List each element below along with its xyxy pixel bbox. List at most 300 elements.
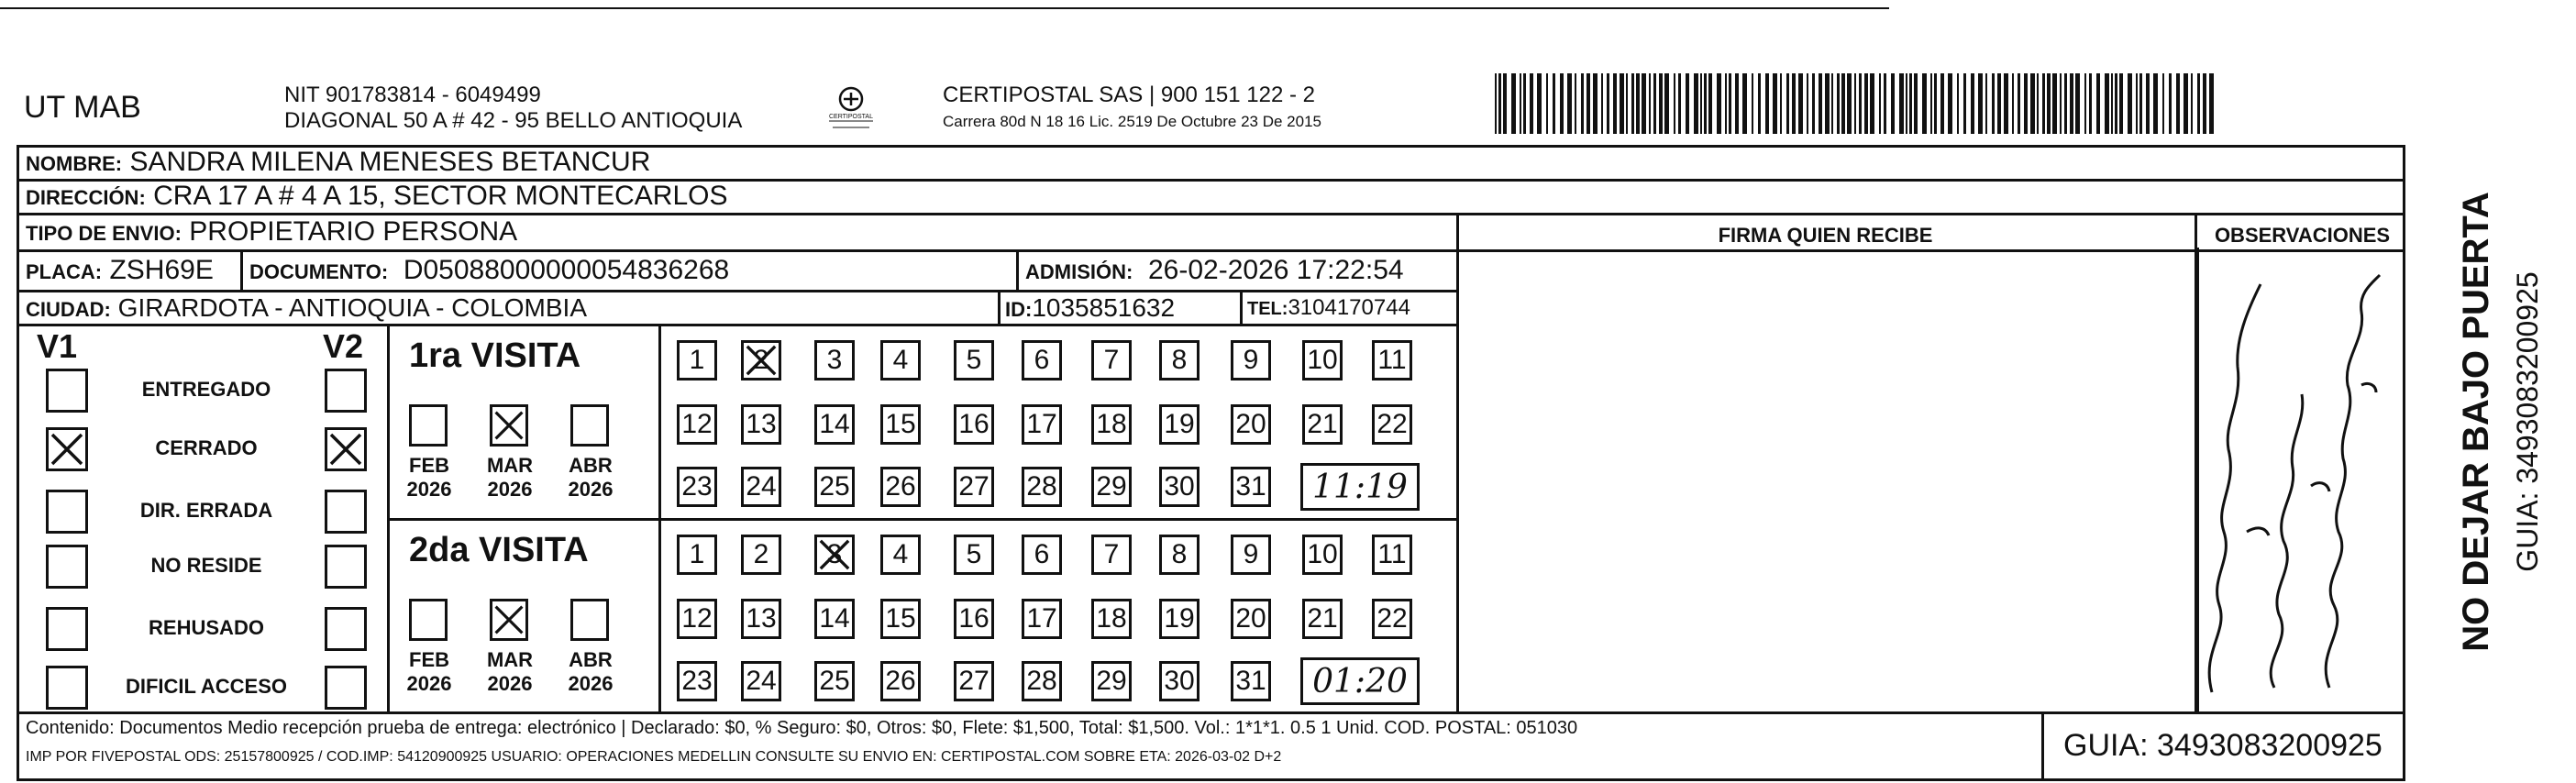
cell-rule bbox=[1016, 249, 1019, 290]
v2-checkbox[interactable] bbox=[325, 490, 367, 534]
side-warning: NO DEJAR BAJO PUERTA bbox=[2456, 192, 2496, 652]
day-checkbox[interactable] bbox=[814, 599, 855, 639]
barcode-bar bbox=[2096, 73, 2100, 134]
id-value: 1035851632 bbox=[1032, 293, 1176, 322]
day-number: 5 bbox=[966, 539, 982, 569]
day-number: 25 bbox=[819, 666, 850, 696]
day-number: 15 bbox=[885, 603, 916, 634]
day-checkbox[interactable] bbox=[1231, 661, 1271, 701]
month-name: FEB bbox=[409, 648, 449, 671]
day-checkbox[interactable] bbox=[880, 661, 921, 701]
barcode-bar bbox=[2018, 73, 2020, 134]
day-checkbox[interactable] bbox=[880, 599, 921, 639]
documento-value: D05088000000054836268 bbox=[403, 255, 730, 285]
side-guia: GUIA: 3493083200925 bbox=[2511, 271, 2544, 572]
day-checkbox[interactable] bbox=[1302, 340, 1343, 380]
barcode-bar bbox=[1520, 73, 1521, 134]
check-mark-icon bbox=[492, 407, 525, 444]
barcode-bar bbox=[1686, 73, 1689, 134]
day-checkbox[interactable] bbox=[954, 404, 994, 445]
cell-rule bbox=[240, 249, 243, 290]
v1-checkbox[interactable] bbox=[46, 666, 88, 710]
barcode bbox=[1495, 73, 2219, 134]
day-number: 26 bbox=[885, 666, 916, 696]
check-mark-icon bbox=[327, 430, 364, 469]
barcode-bar bbox=[2119, 73, 2123, 134]
barcode-bar bbox=[1708, 73, 1712, 134]
barcode-bar bbox=[1992, 73, 1995, 134]
day-checkbox[interactable] bbox=[1091, 404, 1132, 445]
month-name: ABR bbox=[569, 454, 613, 477]
ciudad-label: CIUDAD: bbox=[26, 298, 111, 321]
v1-checkbox[interactable] bbox=[46, 545, 88, 589]
day-number: 30 bbox=[1164, 471, 1195, 502]
day-checkbox[interactable] bbox=[1091, 599, 1132, 639]
day-number: 31 bbox=[1235, 666, 1266, 696]
day-number: 29 bbox=[1096, 471, 1127, 502]
tipo-label: TIPO DE ENVIO: bbox=[26, 222, 182, 245]
day-number: 5 bbox=[966, 345, 982, 375]
barcode-bar bbox=[1914, 73, 1918, 134]
barcode-bar bbox=[2203, 73, 2206, 134]
barcode-bar bbox=[1498, 73, 1501, 134]
cell-rule bbox=[1240, 290, 1243, 324]
day-checkbox[interactable] bbox=[1091, 467, 1132, 507]
company-license: Carrera 80d N 18 16 Lic. 2519 De Octubre 23 De 2015 bbox=[943, 113, 1321, 130]
row-rule bbox=[17, 324, 1456, 326]
barcode-bar bbox=[1511, 73, 1516, 134]
day-number: 9 bbox=[1243, 539, 1259, 569]
direccion-label: DIRECCIÓN: bbox=[26, 186, 146, 209]
day-number: 7 bbox=[1103, 539, 1120, 569]
barcode-bar bbox=[1495, 73, 1497, 134]
barcode-bar bbox=[2084, 73, 2086, 134]
barcode-bar bbox=[2128, 73, 2132, 134]
barcode-bar bbox=[2030, 73, 2035, 134]
barcode-bar bbox=[2075, 73, 2080, 134]
barcode-bar bbox=[1704, 73, 1707, 134]
barcode-bar bbox=[1613, 73, 1617, 134]
day-checkbox[interactable] bbox=[1372, 535, 1412, 575]
day-checkbox[interactable] bbox=[954, 599, 994, 639]
day-checkbox[interactable] bbox=[1022, 340, 1062, 380]
visit-divider bbox=[387, 518, 1456, 521]
barcode-bar bbox=[1560, 73, 1564, 134]
barcode-bar bbox=[1553, 73, 1555, 134]
day-checkbox[interactable] bbox=[880, 340, 921, 380]
documento-label: DOCUMENTO: bbox=[249, 260, 389, 283]
month-year: 2026 bbox=[487, 478, 533, 501]
barcode-bar bbox=[1780, 73, 1782, 134]
barcode-bar bbox=[2024, 73, 2028, 134]
barcode-bar bbox=[1934, 73, 1937, 134]
v1-checkbox[interactable] bbox=[46, 490, 88, 534]
barcode-bar bbox=[2162, 73, 2164, 134]
day-checkbox[interactable] bbox=[814, 535, 855, 575]
month-name: ABR bbox=[569, 648, 613, 671]
barcode-bar bbox=[2052, 73, 2057, 134]
day-number: 22 bbox=[1376, 409, 1408, 439]
barcode-bar bbox=[1678, 73, 1681, 134]
barcode-bar bbox=[2115, 73, 2117, 134]
row-rule bbox=[17, 249, 2405, 252]
day-number: 10 bbox=[1307, 345, 1338, 375]
company-name: CERTIPOSTAL SAS | 900 151 122 - 2 bbox=[943, 83, 1315, 107]
day-checkbox[interactable] bbox=[1302, 535, 1343, 575]
month-checkbox[interactable] bbox=[409, 404, 448, 447]
day-checkbox[interactable] bbox=[741, 340, 781, 380]
day-checkbox[interactable] bbox=[1091, 340, 1132, 380]
day-number: 1 bbox=[689, 345, 705, 375]
day-checkbox[interactable] bbox=[1022, 467, 1062, 507]
month-name: MAR bbox=[486, 648, 534, 671]
barcode-bar bbox=[1891, 73, 1895, 134]
barcode-bar bbox=[2037, 73, 2039, 134]
day-number: 25 bbox=[819, 471, 850, 502]
barcode-bar bbox=[2111, 73, 2113, 134]
barcode-bar bbox=[2153, 73, 2158, 134]
day-number: 6 bbox=[1034, 539, 1050, 569]
barcode-bar bbox=[1694, 73, 1698, 134]
barcode-bar bbox=[2197, 73, 2200, 134]
day-number: 26 bbox=[885, 471, 916, 502]
placa-label: PLACA: bbox=[26, 260, 103, 283]
v2-checkbox[interactable] bbox=[325, 666, 367, 710]
barcode-bar bbox=[1717, 73, 1721, 134]
day-checkbox[interactable] bbox=[741, 467, 781, 507]
day-number: 3 bbox=[826, 345, 843, 375]
barcode-bar bbox=[1940, 73, 1944, 134]
day-checkbox[interactable] bbox=[954, 467, 994, 507]
barcode-bar bbox=[1530, 73, 1533, 134]
day-number: 4 bbox=[892, 539, 909, 569]
v2-checkbox[interactable] bbox=[325, 427, 367, 471]
nombre-value: SANDRA MILENA MENESES BETANCUR bbox=[129, 147, 651, 177]
barcode-bar bbox=[1870, 73, 1874, 134]
day-number: 21 bbox=[1307, 409, 1338, 439]
day-checkbox[interactable] bbox=[1159, 404, 1200, 445]
barcode-bar bbox=[1985, 73, 1987, 134]
barcode-bar bbox=[1601, 73, 1603, 134]
barcode-bar bbox=[1729, 73, 1731, 134]
day-checkbox[interactable] bbox=[1159, 340, 1200, 380]
barcode-bar bbox=[1831, 73, 1833, 134]
barcode-bar bbox=[1725, 73, 1727, 134]
check-mark-icon bbox=[817, 537, 852, 572]
month-checkbox[interactable] bbox=[570, 599, 609, 641]
day-number: 1 bbox=[689, 539, 705, 569]
barcode-bar bbox=[1607, 73, 1609, 134]
day-number: 21 bbox=[1307, 603, 1338, 634]
day-number: 11 bbox=[1377, 539, 1407, 569]
day-number: 16 bbox=[958, 409, 989, 439]
barcode-bar bbox=[2004, 73, 2008, 134]
day-checkbox[interactable] bbox=[677, 467, 717, 507]
month-name: FEB bbox=[409, 454, 449, 477]
day-checkbox[interactable] bbox=[1231, 404, 1271, 445]
day-checkbox[interactable] bbox=[677, 661, 717, 701]
footer-contenido: Contenido: Documentos Medio recepción prueba de entrega: electrónico | Declarado: $0, % Seguro: $0, Otros: $0, Flete: $1,500, Total: $1,500. Vol.: 1*1*1. 0.5 1 Unid. COD. POSTAL: 051030 bbox=[26, 718, 1578, 738]
observaciones-handwriting bbox=[2192, 257, 2403, 706]
day-number: 6 bbox=[1034, 345, 1050, 375]
day-number: 28 bbox=[1026, 666, 1057, 696]
day-checkbox[interactable] bbox=[1159, 599, 1200, 639]
v1-checkbox[interactable] bbox=[46, 607, 88, 651]
day-number: 2 bbox=[753, 345, 769, 375]
barcode-bar bbox=[2191, 73, 2193, 134]
day-checkbox[interactable] bbox=[741, 599, 781, 639]
day-checkbox[interactable] bbox=[1022, 661, 1062, 701]
day-number: 12 bbox=[681, 409, 713, 439]
visit-time: 11:19 bbox=[1312, 468, 1408, 506]
top-rule bbox=[0, 7, 1889, 9]
month-checkbox[interactable] bbox=[490, 599, 528, 641]
barcode-bar bbox=[1642, 73, 1646, 134]
day-checkbox[interactable] bbox=[880, 404, 921, 445]
check-mark-icon bbox=[492, 601, 525, 638]
month-year: 2026 bbox=[406, 672, 452, 695]
v2-checkbox[interactable] bbox=[325, 545, 367, 589]
barcode-bar bbox=[1587, 73, 1590, 134]
barcode-bar bbox=[2060, 73, 2062, 134]
day-number: 13 bbox=[746, 409, 777, 439]
month-year: 2026 bbox=[568, 672, 614, 695]
day-number: 9 bbox=[1243, 345, 1259, 375]
day-checkbox[interactable] bbox=[814, 661, 855, 701]
observaciones-label: OBSERVACIONES bbox=[2214, 224, 2391, 247]
logo-text: CERTIPOSTAL bbox=[829, 114, 873, 120]
day-number: 24 bbox=[746, 666, 777, 696]
cell-rule bbox=[998, 290, 1001, 324]
barcode-bar bbox=[1879, 73, 1881, 134]
day-number: 17 bbox=[1026, 409, 1057, 439]
day-checkbox[interactable] bbox=[1302, 404, 1343, 445]
barcode-bar bbox=[1575, 73, 1576, 134]
day-number: 27 bbox=[958, 471, 989, 502]
month-name: MAR bbox=[486, 454, 534, 477]
day-checkbox[interactable] bbox=[741, 535, 781, 575]
day-checkbox[interactable] bbox=[1372, 404, 1412, 445]
placa-value: ZSH69E bbox=[109, 255, 214, 285]
day-number: 7 bbox=[1103, 345, 1120, 375]
barcode-bar bbox=[1786, 73, 1789, 134]
day-number: 20 bbox=[1235, 603, 1266, 634]
tel-label: TEL: bbox=[1247, 299, 1288, 319]
barcode-bar bbox=[2136, 73, 2138, 134]
day-number: 30 bbox=[1164, 666, 1195, 696]
barcode-bar bbox=[1503, 73, 1507, 134]
day-checkbox[interactable] bbox=[880, 467, 921, 507]
day-number: 16 bbox=[958, 603, 989, 634]
day-checkbox[interactable] bbox=[814, 340, 855, 380]
barcode-bar bbox=[1971, 73, 1974, 134]
v1-checkbox[interactable] bbox=[46, 369, 88, 413]
footer-rule bbox=[17, 711, 2405, 714]
status-label: ENTREGADO bbox=[141, 378, 271, 401]
footer-imp: IMP POR FIVEPOSTAL ODS: 25157800925 / COD.IMP: 54120900925 USUARIO: OPERACIONES MEDELLIN CONSULTE SU ENVIO EN: CERTIPOSTAL.COM SOBRE ETA: 2026-03-02 D+2 bbox=[26, 749, 1282, 765]
barcode-bar bbox=[1742, 73, 1747, 134]
barcode-bar bbox=[1674, 73, 1675, 134]
day-checkbox[interactable] bbox=[677, 404, 717, 445]
day-checkbox[interactable] bbox=[1159, 661, 1200, 701]
barcode-bar bbox=[1978, 73, 1983, 134]
barcode-bar bbox=[2042, 73, 2045, 134]
ciudad-value: GIRARDOTA - ANTIOQUIA - COLOMBIA bbox=[117, 293, 587, 322]
nombre-label: NOMBRE: bbox=[26, 152, 123, 175]
barcode-bar bbox=[2139, 73, 2142, 134]
barcode-bar bbox=[1700, 73, 1702, 134]
visit-time: 01:20 bbox=[1312, 662, 1408, 700]
day-checkbox[interactable] bbox=[1231, 599, 1271, 639]
barcode-bar bbox=[2070, 73, 2073, 134]
day-number: 31 bbox=[1235, 471, 1266, 502]
day-number: 23 bbox=[681, 666, 713, 696]
guia-rule bbox=[2041, 711, 2044, 781]
sender-name: UT MAB bbox=[24, 90, 141, 125]
barcode-bar bbox=[1620, 73, 1624, 134]
barcode-bar bbox=[1792, 73, 1796, 134]
sender-address: DIAGONAL 50 A # 42 - 95 BELLO ANTIOQUIA bbox=[284, 108, 743, 133]
day-checkbox[interactable] bbox=[677, 340, 717, 380]
barcode-bar bbox=[1537, 73, 1542, 134]
day-number: 14 bbox=[819, 409, 850, 439]
barcode-bar bbox=[1581, 73, 1584, 134]
day-checkbox[interactable] bbox=[1091, 535, 1132, 575]
barcode-bar bbox=[1963, 73, 1966, 134]
day-checkbox[interactable] bbox=[741, 661, 781, 701]
day-checkbox[interactable] bbox=[1091, 661, 1132, 701]
barcode-bar bbox=[1758, 73, 1761, 134]
day-number: 2 bbox=[753, 539, 769, 569]
v2-checkbox[interactable] bbox=[325, 369, 367, 413]
barcode-bar bbox=[1752, 73, 1753, 134]
status-label: DIR. ERRADA bbox=[139, 499, 273, 522]
barcode-bar bbox=[1854, 73, 1856, 134]
barcode-bar bbox=[1626, 73, 1628, 134]
day-checkbox[interactable] bbox=[1372, 599, 1412, 639]
barcode-bar bbox=[2089, 73, 2092, 134]
day-number: 12 bbox=[681, 603, 713, 634]
day-checkbox[interactable] bbox=[1159, 467, 1200, 507]
day-checkbox[interactable] bbox=[1022, 404, 1062, 445]
firma-label: FIRMA QUIEN RECIBE bbox=[1718, 224, 1933, 247]
day-checkbox[interactable] bbox=[954, 340, 994, 380]
barcode-bar bbox=[1798, 73, 1803, 134]
day-checkbox[interactable] bbox=[741, 404, 781, 445]
barcode-bar bbox=[1899, 73, 1904, 134]
barcode-bar bbox=[1847, 73, 1852, 134]
barcode-bar bbox=[1841, 73, 1845, 134]
barcode-bar bbox=[1593, 73, 1598, 134]
day-checkbox[interactable] bbox=[1022, 535, 1062, 575]
barcode-bar bbox=[1812, 73, 1815, 134]
day-number: 18 bbox=[1096, 409, 1127, 439]
status-label: NO RESIDE bbox=[150, 554, 262, 577]
barcode-bar bbox=[2184, 73, 2188, 134]
month-checkbox[interactable] bbox=[409, 599, 448, 641]
barcode-bar bbox=[1765, 73, 1769, 134]
day-number: 29 bbox=[1096, 666, 1127, 696]
day-number: 24 bbox=[746, 471, 777, 502]
barcode-bar bbox=[2064, 73, 2067, 134]
barcode-bar bbox=[1523, 73, 1526, 134]
day-number: 18 bbox=[1096, 603, 1127, 634]
day-checkbox[interactable] bbox=[880, 535, 921, 575]
visit-time-box[interactable] bbox=[1300, 463, 1420, 511]
barcode-bar bbox=[1649, 73, 1651, 134]
month-checkbox[interactable] bbox=[490, 404, 528, 447]
certipostal-logo bbox=[824, 84, 879, 132]
barcode-bar bbox=[2012, 73, 2014, 134]
barcode-bar bbox=[1930, 73, 1932, 134]
barcode-bar bbox=[2176, 73, 2180, 134]
day-number: 20 bbox=[1235, 409, 1266, 439]
month-year: 2026 bbox=[406, 478, 452, 501]
day-number: 13 bbox=[746, 603, 777, 634]
v2-label: V2 bbox=[323, 327, 364, 365]
barcode-bar bbox=[1922, 73, 1927, 134]
day-checkbox[interactable] bbox=[954, 535, 994, 575]
barcode-bar bbox=[2047, 73, 2051, 134]
barcode-bar bbox=[1807, 73, 1808, 134]
footer-guia: GUIA: 3493083200925 bbox=[2063, 728, 2383, 763]
barcode-bar bbox=[2146, 73, 2150, 134]
barcode-bar bbox=[1819, 73, 1822, 134]
status-label: CERRADO bbox=[155, 436, 258, 459]
day-checkbox[interactable] bbox=[677, 599, 717, 639]
v2-checkbox[interactable] bbox=[325, 607, 367, 651]
barcode-bar bbox=[1864, 73, 1868, 134]
month-year: 2026 bbox=[568, 478, 614, 501]
barcode-bar bbox=[1837, 73, 1840, 134]
barcode-bar bbox=[1659, 73, 1663, 134]
row-rule bbox=[17, 213, 2405, 215]
firma-rule bbox=[1456, 213, 1459, 711]
day-checkbox[interactable] bbox=[1231, 467, 1271, 507]
barcode-bar bbox=[1636, 73, 1640, 134]
barcode-bar bbox=[1957, 73, 1959, 134]
v1-label: V1 bbox=[37, 327, 78, 365]
day-number: 11 bbox=[1377, 345, 1407, 375]
direccion-value: CRA 17 A # 4 A 15, SECTOR MONTECARLOS bbox=[153, 181, 728, 211]
status-label: REHUSADO bbox=[149, 616, 264, 639]
day-checkbox[interactable] bbox=[1231, 340, 1271, 380]
day-checkbox[interactable] bbox=[954, 661, 994, 701]
day-number: 23 bbox=[681, 471, 713, 502]
v1-checkbox[interactable] bbox=[46, 427, 88, 471]
barcode-bar bbox=[1735, 73, 1739, 134]
day-number: 3 bbox=[826, 539, 843, 569]
day-checkbox[interactable] bbox=[1022, 599, 1062, 639]
day-checkbox[interactable] bbox=[1159, 535, 1200, 575]
day-checkbox[interactable] bbox=[1372, 340, 1412, 380]
month-checkbox[interactable] bbox=[570, 404, 609, 447]
day-number: 14 bbox=[819, 603, 850, 634]
visit-label: 1ra VISITA bbox=[409, 336, 581, 375]
barcode-bar bbox=[1546, 73, 1548, 134]
day-checkbox[interactable] bbox=[1231, 535, 1271, 575]
barcode-bar bbox=[2209, 73, 2214, 134]
visit-time-box[interactable] bbox=[1300, 657, 1420, 705]
day-number: 15 bbox=[885, 409, 916, 439]
day-checkbox[interactable] bbox=[814, 404, 855, 445]
day-checkbox[interactable] bbox=[677, 535, 717, 575]
barcode-bar bbox=[1773, 73, 1777, 134]
day-checkbox[interactable] bbox=[814, 467, 855, 507]
day-checkbox[interactable] bbox=[1302, 599, 1343, 639]
id-label: ID: bbox=[1005, 298, 1033, 321]
barcode-bar bbox=[1909, 73, 1912, 134]
